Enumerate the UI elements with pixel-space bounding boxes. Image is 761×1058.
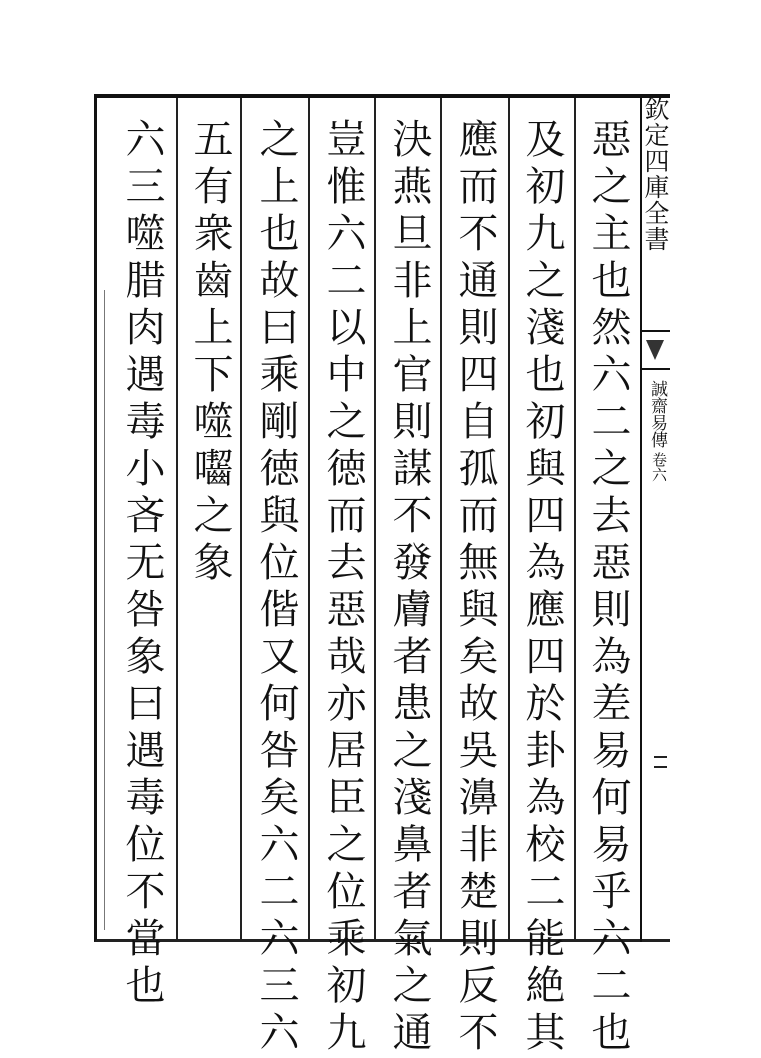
column-rule (574, 98, 576, 940)
text-column-7: 五有衆齒上下噬囓之象 (187, 118, 233, 588)
column-rule (508, 98, 510, 940)
text-column-4: 決燕旦非上官則謀不發膚者患之淺鼻者氣之通 (386, 118, 432, 1058)
page-number-stroke (654, 756, 667, 758)
fish-tail-mark (640, 330, 670, 370)
book-title: 欽定四庫全書 (641, 96, 670, 252)
fish-tail-icon (646, 340, 664, 360)
column-rule (104, 290, 105, 930)
work-title: 誠齋易傳 (647, 380, 667, 448)
column-rule (308, 98, 310, 940)
text-column-6: 之上也故曰乘剛徳與位偕又何咎矣六二六三六 (253, 118, 299, 1058)
column-rule (240, 98, 242, 940)
column-rule (176, 98, 178, 940)
page-number-stroke (654, 766, 667, 768)
text-column-5: 豈惟六二以中之徳而去惡哉亦居臣之位乘初九 (320, 118, 366, 1058)
text-column-1: 惡之主也然六二之去惡則為差易何易乎六二也 (585, 118, 631, 1058)
column-rule (374, 98, 376, 940)
text-column-3: 應而不通則四自孤而無與矣故吳濞非楚則反不 (452, 118, 498, 1058)
column-rule (440, 98, 442, 940)
text-column-8: 六三噬腊肉遇毒小吝无咎象曰遇毒位不當也 (119, 118, 165, 1011)
juan-number: 卷六 (650, 452, 668, 482)
text-column-2: 及初九之淺也初與四為應四於卦為校二能絶其 (519, 118, 565, 1058)
page-number (650, 752, 670, 778)
